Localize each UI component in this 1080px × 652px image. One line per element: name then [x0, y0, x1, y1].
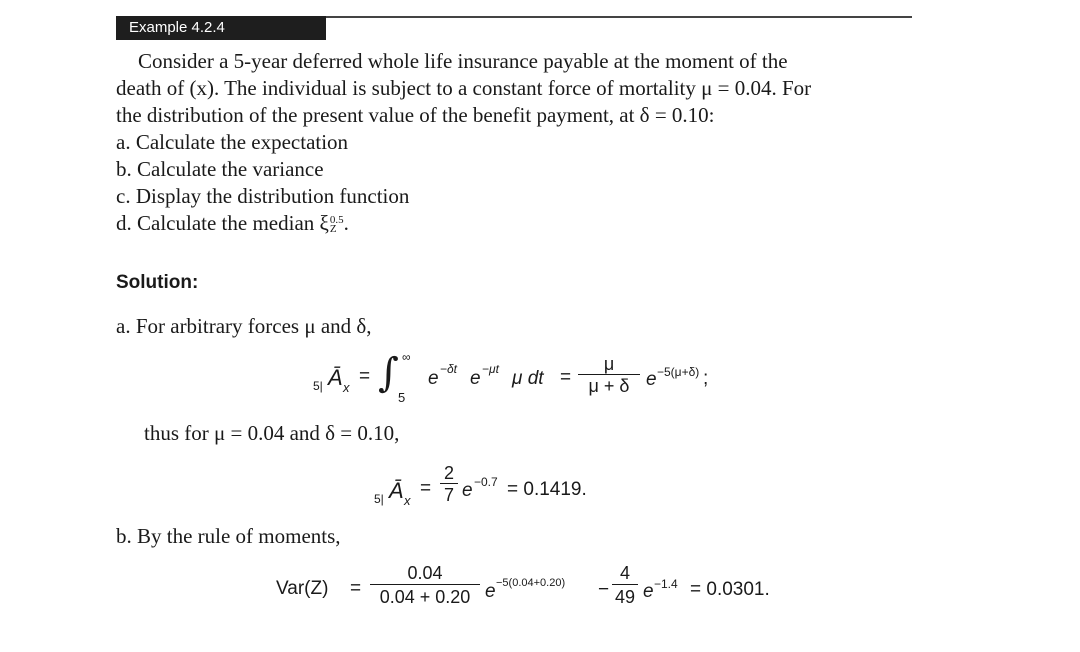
eq1-frac-den: μ + δ [588, 376, 630, 397]
median-sup: 0.5 [329, 214, 344, 227]
eq3-frac2-den: 49 [614, 587, 636, 608]
eq1-tail-end: ; [703, 368, 709, 389]
eq3-frac2-num: 4 [619, 563, 630, 583]
item-b: b. Calculate the variance [116, 157, 324, 181]
eq3-frac1-den: 0.04 + 0.20 [379, 587, 471, 608]
eq3-e2-exp: −1.4 [654, 577, 678, 591]
eq3-e1-exp: −5(0.04+0.20) [496, 577, 566, 589]
eq3-frac1-num: 0.04 [407, 563, 443, 583]
problem-line-2: death of (x). The individual is subject to a constant force of mortality μ = 0.04. For [116, 76, 812, 100]
eq3-equals: = [350, 578, 362, 599]
item-d-text: d. Calculate the median ξ [116, 211, 329, 235]
thus-line: thus for μ = 0.04 and δ = 0.10, [144, 421, 400, 445]
integrand-rest: μ dt [512, 368, 544, 389]
eq3-fraction-1 [370, 563, 480, 609]
eq2-equals: = [420, 478, 432, 499]
item-a: a. Calculate the expectation [116, 130, 349, 154]
problem-line-3: the distribution of the present value of the benefit payment, at δ = 0.10: [116, 103, 715, 127]
integrand-e1: e [428, 368, 439, 389]
eq2-frac-den: 7 [443, 485, 454, 506]
eq3-minus: − [598, 579, 610, 600]
eq1-lhs-prefix: 5| [313, 379, 323, 393]
integrand-e1-exp: −δt [440, 362, 458, 376]
integrand-e2-exp: −μt [482, 362, 499, 376]
problem-line-1: Consider a 5-year deferred whole life insurance payable at the moment of the [138, 49, 788, 73]
eq2-lhs-prefix: 5| [374, 492, 384, 506]
part-a-intro: a. For arbitrary forces μ and δ, [116, 314, 372, 338]
integral-lower-limit: 5 [398, 390, 406, 405]
eq1-equals: = [359, 366, 371, 387]
eq2-e-exp: −0.7 [474, 475, 498, 489]
eq1-fraction [578, 354, 640, 397]
example-label: Example 4.2.4 [116, 16, 326, 40]
eq2-lhs-sub: x [404, 493, 411, 508]
eq2-lhs-main: Ā [389, 478, 404, 503]
part-b-intro: b. By the rule of moments, [116, 524, 341, 548]
eq3-e2: e [643, 581, 654, 602]
integral-upper-limit: ∞ [402, 350, 411, 364]
eq3-fraction-2 [612, 563, 638, 609]
eq3-e1: e [485, 581, 496, 602]
eq1-lhs-main: Ā [328, 365, 343, 390]
eq1-tail-exp: −5(μ+δ) [657, 365, 700, 379]
eq2-e: e [462, 480, 473, 501]
eq3-lhs: Var(Z) [276, 578, 329, 599]
eq2-frac-num: 2 [443, 463, 454, 483]
solution-heading: Solution: [116, 272, 199, 293]
eq1-frac-num: μ [603, 354, 615, 374]
median-end: . [343, 211, 349, 235]
eq1-tail-e: e [646, 369, 657, 390]
problem-statement [116, 48, 916, 237]
eq1-equals-2: = [560, 367, 572, 388]
median-sub: Z [329, 223, 337, 236]
item-c: c. Display the distribution function [116, 184, 410, 208]
eq3-result: = 0.0301. [690, 579, 770, 600]
integrand-e2: e [470, 368, 481, 389]
eq2-result: = 0.1419. [507, 479, 587, 500]
integral-symbol: ∫ [378, 350, 399, 396]
item-d [116, 210, 916, 237]
eq1-lhs-sub: x [343, 380, 350, 395]
eq2-fraction [440, 463, 458, 506]
